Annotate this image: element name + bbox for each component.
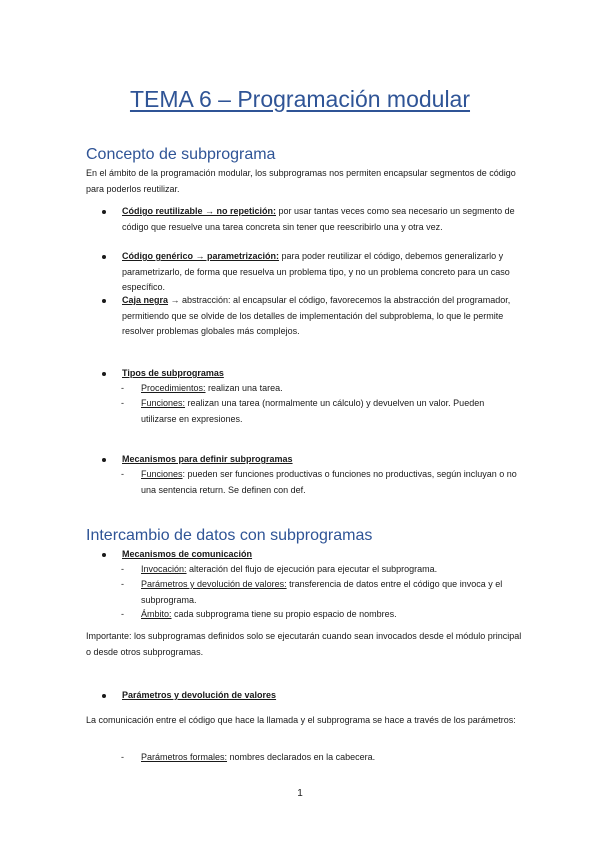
dash-icon: - xyxy=(121,564,124,574)
bullet-icon xyxy=(102,210,106,214)
item-term: Funciones xyxy=(141,469,183,479)
bullet-term: Parámetros y devolución de valores xyxy=(122,690,277,700)
item-text: cada subprograma tiene su propio espacio de nombres. xyxy=(171,609,397,619)
dash-icon: - xyxy=(121,609,124,619)
page-title: TEMA 6 – Programación modular xyxy=(129,86,471,112)
parametros-intro: La comunicación entre el código que hace la llamada y el subprograma se hace a través de los parámetros: xyxy=(86,715,516,725)
bullet-icon xyxy=(102,372,106,376)
item-term: Invocación: xyxy=(141,564,187,574)
bullet-text: para poder reutilizar el código, debemos generalizarlo y parametrizarlo, de forma que resuelva un problema tipo, y no un problema concreto para un caso específico. xyxy=(122,251,510,292)
intro-paragraph: En el ámbito de la programación modular, los subprogramas nos permiten encapsular segmentos de código para poderlos reutilizar. xyxy=(86,168,516,194)
bullet-term: Caja negra xyxy=(122,295,169,305)
bullet-term: Código genérico → parametrización: xyxy=(122,251,280,261)
bullet-term: Código reutilizable → no repetición: xyxy=(122,206,277,216)
important-note: Importante: los subprogramas definidos solo se ejecutarán cuando sean invocados desde el módulo principal o desde otros subprogramas. xyxy=(86,631,522,657)
section-heading-concepto: Concepto de subprograma xyxy=(86,146,276,163)
item-term: Parámetros formales: xyxy=(141,752,228,762)
page-number: 1 xyxy=(297,788,303,799)
item-term: Ámbito: xyxy=(141,609,172,619)
dash-icon: - xyxy=(121,469,124,479)
bullet-text: → abstracción: al encapsular el código, favorecemos la abstracción del programador, permitiendo que se olvide de los detalles de implementación del subproblema, lo que le permite resolver problemas globales más complejos. xyxy=(122,295,511,336)
item-term: Procedimientos: xyxy=(141,383,206,393)
bullet-term: Mecanismos de comunicación xyxy=(122,549,253,559)
bullet-icon xyxy=(102,299,106,303)
dash-icon: - xyxy=(121,383,124,393)
section-heading-intercambio: Intercambio de datos con subprogramas xyxy=(86,527,373,544)
bullet-term: Mecanismos para definir subprogramas xyxy=(122,454,293,464)
item-text: : pueden ser funciones productivas o funciones no productivas, según incluyan o no una sentencia return. Se definen con def. xyxy=(141,469,517,495)
item-text: realizan una tarea (normalmente un cálculo) y devuelven un valor. Pueden utilizarse en expresiones. xyxy=(141,398,485,424)
item-text: nombres declarados en la cabecera. xyxy=(227,752,376,762)
item-text: realizan una tarea. xyxy=(205,383,283,393)
bullet-text: por usar tantas veces como sea necesario un segmento de código que resuelve una tarea concreta sin tener que reescribirlo una y otra vez. xyxy=(122,206,515,232)
item-term: Parámetros y devolución de valores: xyxy=(141,579,287,589)
dash-icon: - xyxy=(121,579,124,589)
bullet-icon xyxy=(102,255,106,259)
item-text: transferencia de datos entre el código que invoca y el subprograma. xyxy=(141,579,503,605)
bullet-icon xyxy=(102,694,106,698)
item-text: alteración del flujo de ejecución para ejecutar el subprograma. xyxy=(186,564,438,574)
bullet-term: Tipos de subprogramas xyxy=(122,368,224,378)
item-term: Funciones: xyxy=(141,398,186,408)
dash-icon: - xyxy=(121,398,124,408)
bullet-icon xyxy=(102,553,106,557)
bullet-icon xyxy=(102,458,106,462)
dash-icon: - xyxy=(121,752,124,762)
